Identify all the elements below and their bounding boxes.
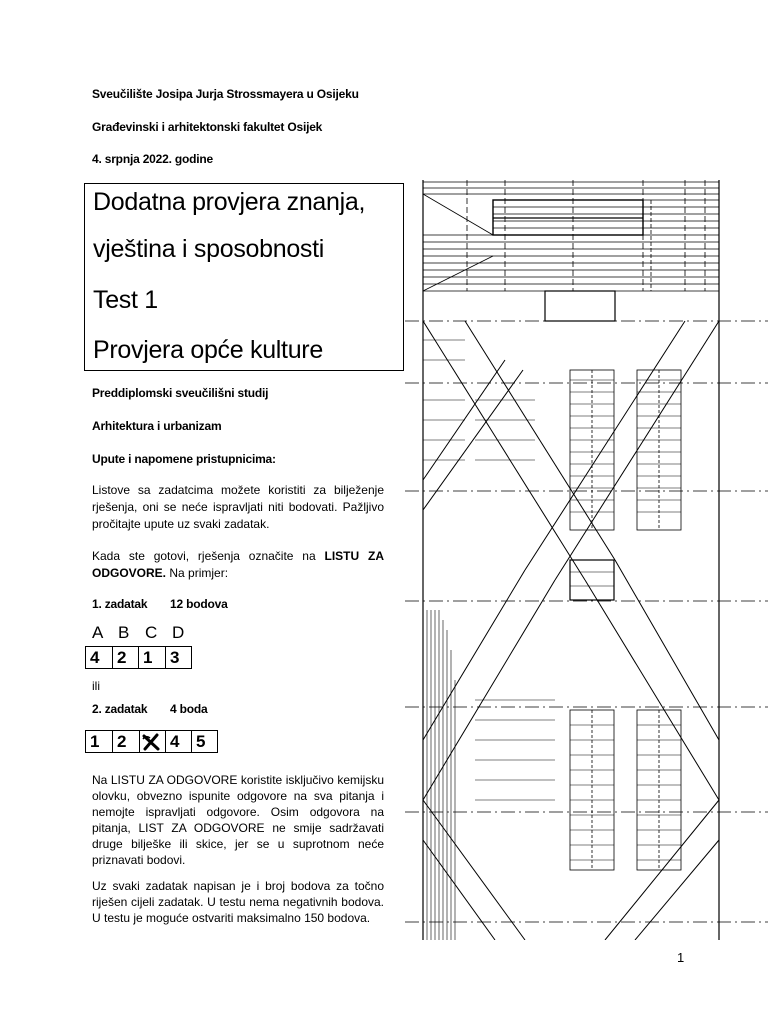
example-1-points: 12 bodova [170, 597, 228, 611]
answer-cell: 2 [112, 730, 140, 753]
answer-cell: 4 [165, 730, 192, 753]
exam-date: 4. srpnja 2022. godine [92, 152, 213, 166]
test-number: Test 1 [93, 286, 158, 314]
cross-mark-icon [142, 733, 160, 751]
title-box [84, 183, 404, 371]
instructions-paragraph-2 [92, 548, 384, 582]
title-line-1: Dodatna provjera znanja, [93, 188, 366, 216]
study-level: Preddiplomski sveučilišni studij [92, 386, 269, 400]
example-2-task: 2. zadatak [92, 702, 148, 716]
page-number: 1 [677, 950, 685, 965]
answer-cell: 3 [165, 646, 192, 669]
example-2-answer-cells [85, 730, 218, 753]
crossed-answer-cell [139, 730, 166, 753]
letter-d: D [172, 623, 185, 642]
university-name: Sveučilište Josipa Jurja Strossmayera u Osijeku [92, 87, 359, 101]
example-1-answer-cells [85, 646, 192, 669]
or-text: ili [92, 679, 100, 693]
example-1-task: 1. zadatak [92, 597, 148, 611]
title-line-2: vještina i sposobnosti [93, 235, 325, 263]
paragraph-2-start: Kada ste gotovi, rješenja označite na [92, 549, 325, 563]
letter-c: C [145, 623, 158, 642]
instructions-paragraph-4: Uz svaki zadatak napisan je i broj bodova za točno riješen cijeli zadatak. U testu nema negativnih bodova. U testu je moguće ostvariti maksimalno 150 bodova. [92, 879, 384, 925]
instructions-paragraph-1: Listove sa zadatcima možete koristiti za bilježenje rješenja, oni se neće ispravljati niti bodovati. Pažljivo pročitajte upute uz svaki zadatak. [92, 483, 384, 531]
answer-cell: 1 [85, 730, 113, 753]
answer-cell: 2 [112, 646, 139, 669]
paragraph-2-end: Na primjer: [166, 566, 229, 580]
test-subject: Provjera opće kulture [93, 336, 323, 364]
study-program: Arhitektura i urbanizam [92, 419, 222, 433]
instructions-heading: Upute i napomene pristupnicima: [92, 452, 276, 466]
letter-b: B [118, 623, 130, 642]
answer-cell: 4 [85, 646, 113, 669]
architectural-drawing [405, 180, 768, 940]
letter-a: A [92, 623, 104, 642]
answer-cell: 5 [191, 730, 218, 753]
answer-cell: 1 [138, 646, 166, 669]
instructions-paragraph-3: Na LISTU ZA ODGOVORE koristite isključivo kemijsku olovku, obvezno ispunite odgovore na sva pitanja i nemojte ispravljati odgovore. Osim odgovora na pitanja, LIST ZA ODGOVORE ne smije sadržavati druge bilješke ili skice, jer se u suprotnom neće priznavati bodovi. [92, 773, 384, 867]
example-1-letters [92, 623, 212, 645]
faculty-name: Građevinski i arhitektonski fakultet Osijek [92, 120, 323, 134]
example-2-points: 4 boda [170, 702, 208, 716]
answer-sheet-label: LISTU ZA ODGOVORE. [92, 549, 384, 580]
